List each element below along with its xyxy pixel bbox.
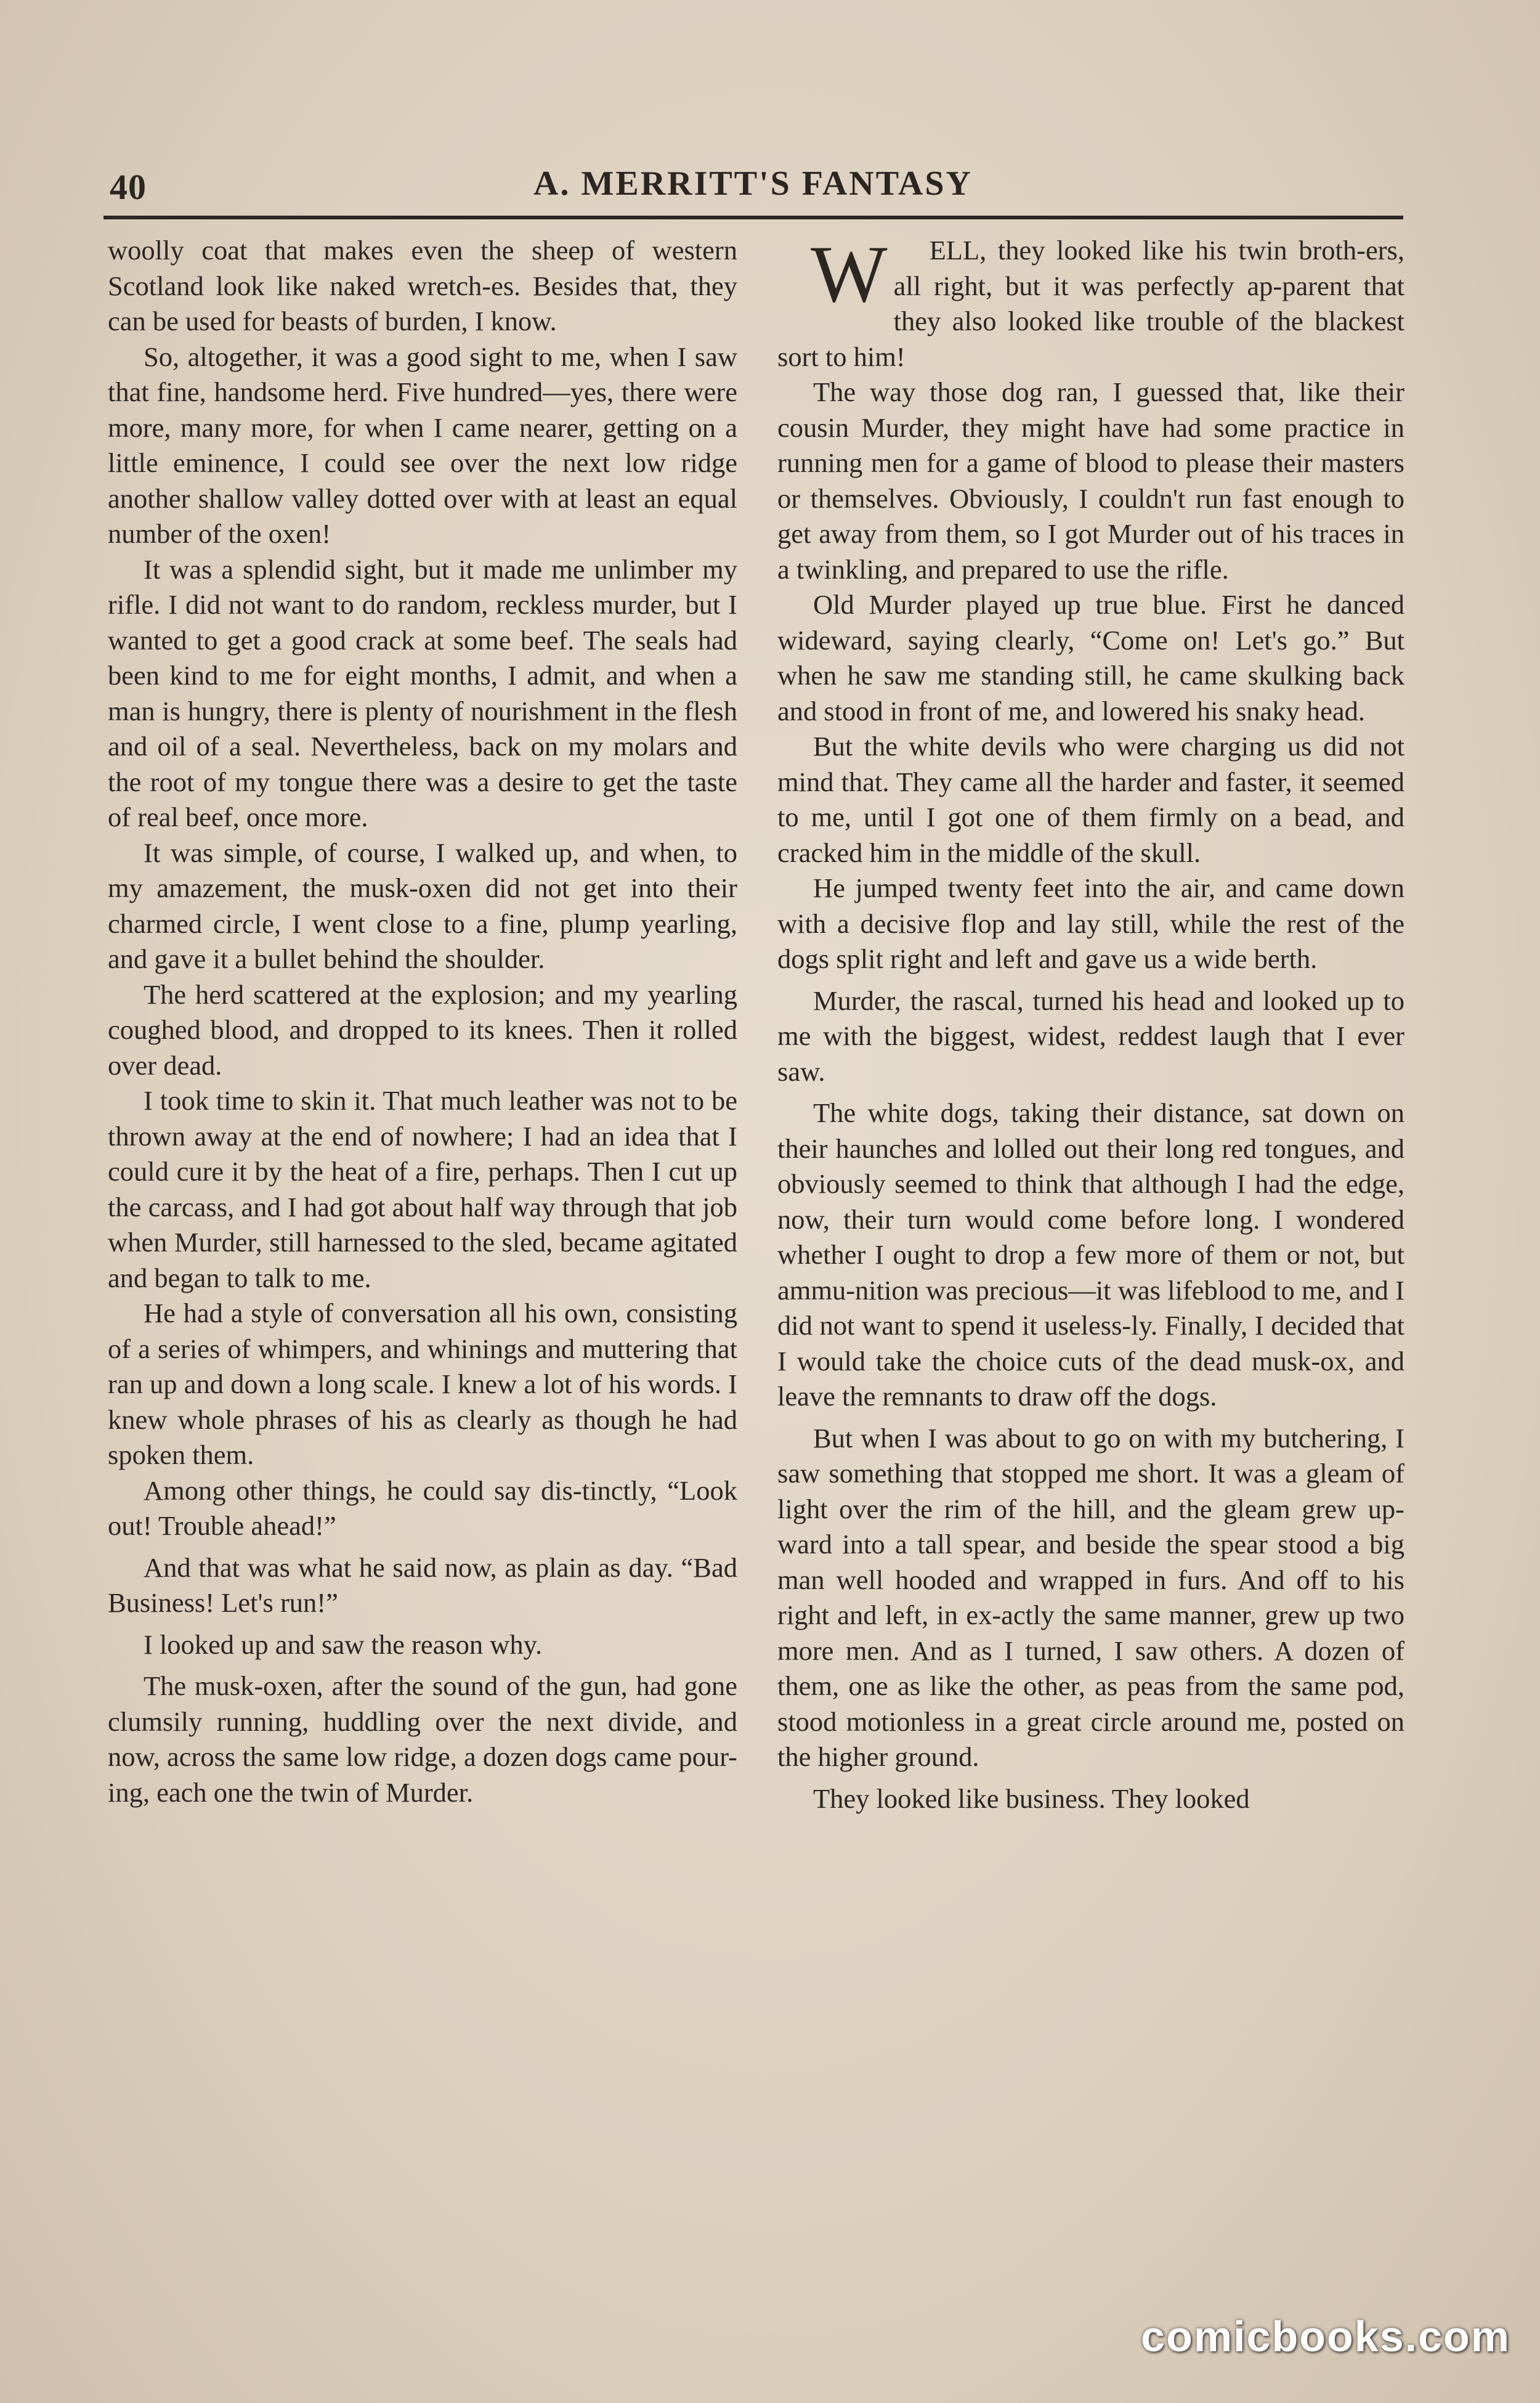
right-column <box>777 229 1404 1816</box>
paragraph: And that was what he said now, as plain as day. “Bad Business! Let's run!” <box>108 1551 737 1618</box>
paragraph: He had a style of conversation all his own, consisting of a series of whimpers, and whinings and muttering that ran up and down a long scale. I knew a lot of his words. I knew whole phrases of his as clearly as though he had spoken them. <box>108 1298 737 1470</box>
left-column <box>108 233 737 1810</box>
paragraph: They looked like business. They looked <box>813 1783 1250 1814</box>
paragraph: Among other things, he could say dis-tinctly, “Look out! Trouble ahead!” <box>108 1474 737 1541</box>
paragraph: Murder, the rascal, turned his head and looked up to me with the biggest, widest, reddest laugh that I ever saw. <box>777 985 1404 1087</box>
paragraph: I looked up and saw the reason why. <box>144 1628 543 1660</box>
paragraph: It was simple, of course, I walked up, and when, to my amazement, the musk-oxen did not get into their charmed circle, I went close to a fine, plump yearling, and gave it a bullet behind the shoulder. <box>108 837 737 974</box>
paragraph: Old Murder played up true blue. First he danced wideward, saying clearly, “Come on! Let's go.” But when he saw me standing still, he came skulking back and stood in front of me, and lowered his snaky head. <box>777 589 1404 726</box>
paragraph: He jumped twenty feet into the air, and came down with a decisive flop and lay still, while the rest of the dogs split right and left and gave us a wide berth. <box>777 872 1404 974</box>
paragraph: The herd scattered at the explosion; and my yearling coughed blood, and dropped to its knees. Then it rolled over dead. <box>108 978 737 1081</box>
paragraph: woolly coat that makes even the sheep of western Scotland look like naked wretch-es. Besides that, they can be used for beasts of burden, I know. <box>108 235 737 336</box>
drop-cap: W <box>811 229 888 319</box>
opening-paragraph <box>777 229 1404 375</box>
paragraph: So, altogether, it was a good sight to me, when I saw that fine, handsome herd. Five hundred—yes, there were more, many more, for when I came nearer, getting on a little eminence, I could see over the next low ridge another shallow valley dotted over with at least an equal number of the oxen! <box>108 341 737 549</box>
paragraph: The white dogs, taking their distance, sat down on their haunches and lolled out their long red tongues, and obviously seemed to think that although I had the edge, now, their turn would come before long. I wondered whether I ought to drop a few more of them or not, but ammu-nition was precious—it was lifeblood to me, and I did not want to spend it useless-ly. Finally, I decided that I would take the choice cuts of the dead musk-ox, and leave the remnants to draw off the dogs. <box>777 1097 1404 1412</box>
paragraph: But when I was about to go on with my butchering, I saw something that stopped me short. It was a gleam of light over the rim of the hill, and the gleam grew up-ward into a tall spear, and beside the spear stood a big man well hooded and wrapped in furs. And off to his right and left, in ex-actly the same manner, grew up two more men. And as I turned, I saw others. A dozen of them, one as like the other, as peas from the same pod, stood motionless in a great circle around me, posted on the higher ground. <box>777 1422 1404 1772</box>
site-watermark: comicbooks.com <box>1141 2312 1510 2360</box>
opening-paragraph-text: ELL, they looked like his twin broth-ers, all right, but it was perfectly ap-parent that they also looked like trouble of the blackest sort to him! <box>777 235 1404 372</box>
running-title: A. MERRITT'S FANTASY <box>533 165 973 203</box>
paragraph: I took time to skin it. That much leather was not to be thrown away at the end of nowhere; I had an idea that I could cure it by the heat of a fire, perhaps. Then I cut up the carcass, and I had got about half way through that job when Murder, still harnessed to the sled, became agitated and began to talk to me. <box>108 1085 737 1293</box>
paragraph: But the white devils who were charging us did not mind that. They came all the harder and faster, it seemed to me, until I got one of them firmly on a bead, and cracked him in the middle of the skull. <box>777 731 1404 868</box>
paragraph: The musk-oxen, after the sound of the gun, had gone clumsily running, huddling over the next divide, and now, across the same low ridge, a dozen dogs came pour-ing, each one the twin of Murder. <box>108 1670 737 1808</box>
paragraph: The way those dog ran, I guessed that, like their cousin Murder, they might have had some practice in running men for a game of blood to please their masters or themselves. Obviously, I couldn't run fast enough to get away from them, so I got Murder out of his traces in a twinkling, and prepared to use the rifle. <box>777 376 1404 585</box>
header-rule <box>103 216 1403 219</box>
page-header <box>105 161 1401 212</box>
page-number: 40 <box>110 167 147 207</box>
paragraph: It was a splendid sight, but it made me unlimber my rifle. I did not want to do random, reckless murder, but I wanted to get a good crack at some beef. The seals had been kind to me for eight months, I admit, and when a man is hungry, there is plenty of nourishment in the flesh and oil of a seal. Nevertheless, back on my molars and the root of my tongue there was a desire to get the taste of real beef, once more. <box>108 553 737 832</box>
